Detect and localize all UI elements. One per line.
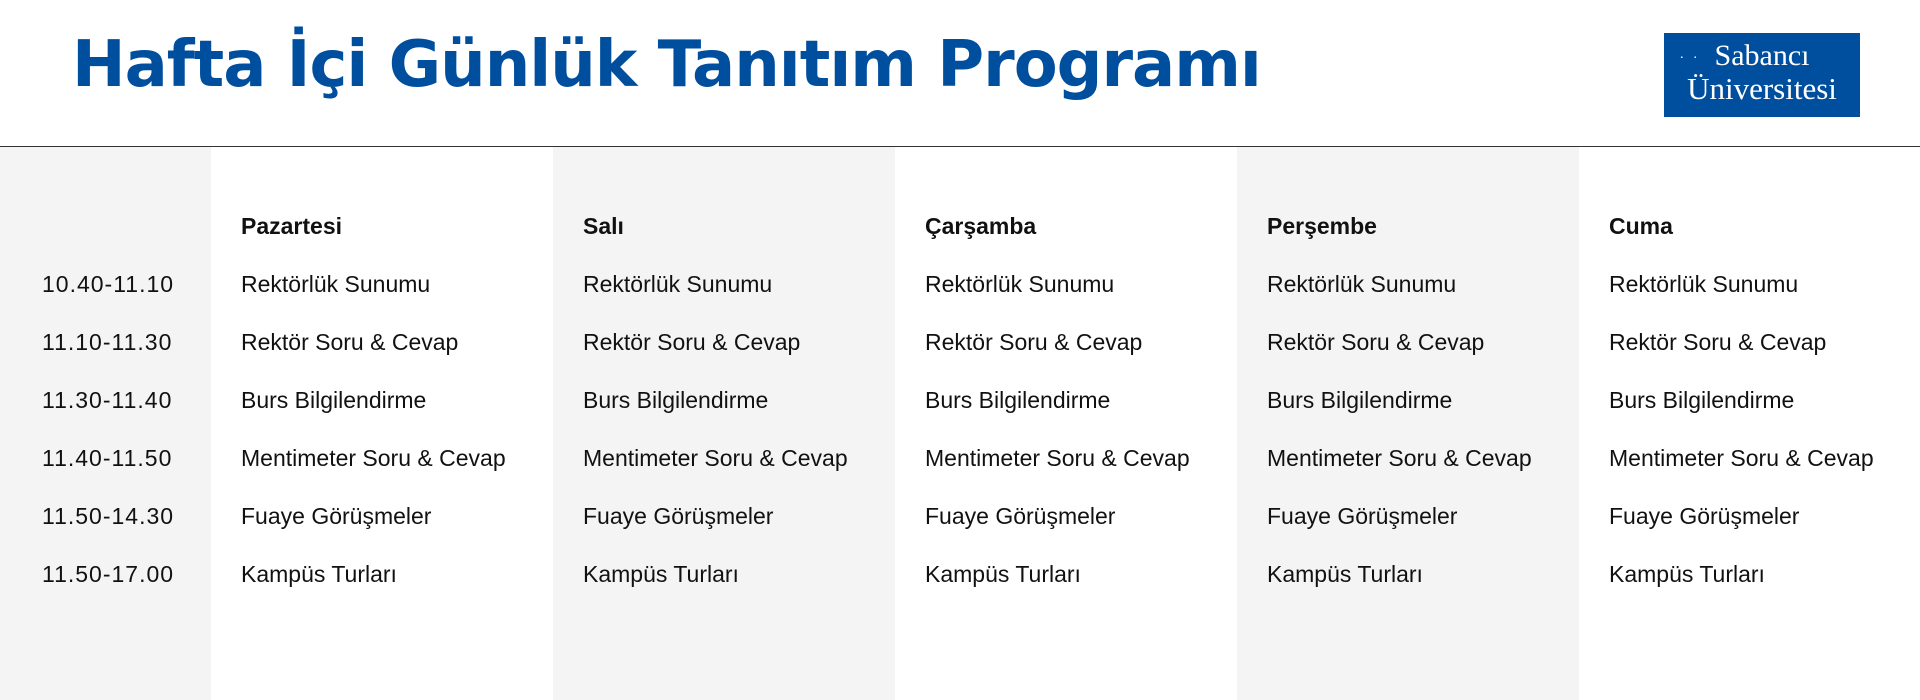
event-cell: Kampüs Turları (925, 561, 1081, 587)
event-cell: Burs Bilgilendirme (583, 387, 769, 413)
day-name: Pazartesi (241, 213, 343, 239)
event-cell: Kampüs Turları (1267, 561, 1423, 587)
day-name: Salı (583, 213, 624, 239)
day-name: Çarşamba (925, 213, 1037, 239)
event-cell: Rektörlük Sunumu (241, 271, 431, 297)
time-slot: 11.10-11.30 (42, 329, 173, 355)
event-cell: Mentimeter Soru & Cevap (583, 445, 848, 471)
day-name: Cuma (1609, 213, 1673, 239)
day-column-wednesday (895, 147, 1237, 700)
event-cell: Mentimeter Soru & Cevap (241, 445, 506, 471)
time-slot: 11.30-11.40 (42, 387, 173, 413)
page-title: Hafta İçi Günlük Tanıtım Programı (72, 28, 1261, 102)
event-cell: Rektör Soru & Cevap (925, 329, 1143, 355)
event-cell: Fuaye Görüşmeler (241, 503, 432, 529)
event-cell: Rektör Soru & Cevap (1267, 329, 1485, 355)
time-slot: 10.40-11.10 (42, 271, 175, 297)
event-cell: Mentimeter Soru & Cevap (1609, 445, 1874, 471)
day-column-friday (1579, 147, 1920, 700)
time-column (0, 147, 211, 700)
event-cell: Rektörlük Sunumu (925, 271, 1115, 297)
day-column-thursday (1237, 147, 1579, 700)
event-cell: Fuaye Görüşmeler (1267, 503, 1458, 529)
page-header (0, 0, 1920, 147)
event-cell: Burs Bilgilendirme (925, 387, 1111, 413)
event-cell: Burs Bilgilendirme (1267, 387, 1453, 413)
event-cell: Rektör Soru & Cevap (241, 329, 459, 355)
time-slot: 11.40-11.50 (42, 445, 173, 471)
sabanci-university-logo (1664, 33, 1860, 117)
time-slot: 11.50-14.30 (42, 503, 175, 529)
event-cell: Kampüs Turları (1609, 561, 1765, 587)
day-column-monday (211, 147, 553, 700)
time-slot: 11.50-17.00 (42, 561, 175, 587)
day-column-tuesday (553, 147, 895, 700)
event-cell: Mentimeter Soru & Cevap (925, 445, 1190, 471)
schedule-table (0, 147, 1920, 700)
event-cell: Kampüs Turları (241, 561, 397, 587)
logo-dots-decoration: .. (1680, 47, 1707, 62)
event-cell: Burs Bilgilendirme (241, 387, 427, 413)
event-cell: Rektörlük Sunumu (583, 271, 773, 297)
event-cell: Rektör Soru & Cevap (583, 329, 801, 355)
day-name: Perşembe (1267, 213, 1377, 239)
event-cell: Kampüs Turları (583, 561, 739, 587)
event-cell: Rektörlük Sunumu (1267, 271, 1457, 297)
event-cell: Rektörlük Sunumu (1609, 271, 1799, 297)
logo-line-2: Üniversitesi (1687, 71, 1837, 106)
event-cell: Fuaye Görüşmeler (925, 503, 1116, 529)
logo-line-1: Sabancı (1714, 39, 1810, 72)
event-cell: Fuaye Görüşmeler (583, 503, 774, 529)
event-cell: Rektör Soru & Cevap (1609, 329, 1827, 355)
event-cell: Mentimeter Soru & Cevap (1267, 445, 1532, 471)
event-cell: Burs Bilgilendirme (1609, 387, 1795, 413)
event-cell: Fuaye Görüşmeler (1609, 503, 1800, 529)
